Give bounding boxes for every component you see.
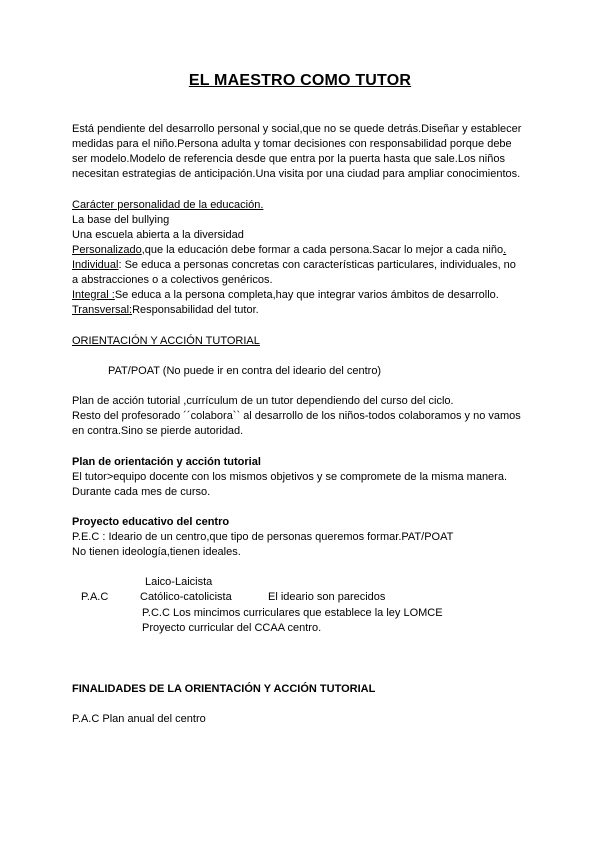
intro-line-3: ser modelo.Modelo de referencia desde que entra por la puerta hasta que sale.Los niños: [72, 153, 505, 165]
individual-label: Individual: [72, 259, 119, 271]
orientacion-plan-line-2: Resto del profesorado ´´colabora`` al desarrollo de los niños-todos colaboramos y no vamos: [72, 410, 521, 422]
caracter-individual-line-2: a abstracciones o a colectivos genéricos.: [72, 274, 273, 286]
individual-text: : Se educa a personas concretas con características particulares, individuales, no: [118, 259, 516, 271]
integral-label: Integral :: [72, 289, 115, 301]
pac-label: P.A.C: [81, 591, 109, 603]
pac-proyecto: Proyecto curricular del CCAA centro.: [142, 622, 322, 634]
caracter-individual: [72, 258, 516, 273]
plan-line-1: El tutor>equipo docente con los mismos objetivos y se compromete de la misma manera.: [72, 471, 508, 483]
proyecto-heading: Proyecto educativo del centro: [72, 516, 230, 528]
caracter-escuela: Una escuela abierta a la diversidad: [72, 229, 244, 241]
document-title: EL MAESTRO COMO TUTOR: [188, 72, 412, 89]
intro-line-2: medidas para el niño.Persona adulta y tomar decisiones con responsabilidad porque debe: [72, 138, 512, 150]
intro-line-4: necesitan estrategias de anticipación.Una visita por una ciudad para ampliar conocimientos.: [72, 168, 521, 180]
pac-pcc: P.C.C Los mincimos curriculares que establece la ley LOMCE: [142, 607, 443, 619]
pac-laico: Laico-Laicista: [145, 576, 213, 588]
plan-line-2: Durante cada mes de curso.: [72, 486, 211, 498]
caracter-personalizado: [72, 243, 506, 258]
caracter-integral: [72, 288, 499, 303]
proyecto-line-2: No tienen ideología,tienen ideales.: [72, 546, 241, 558]
transversal-label: Transversal:: [72, 304, 133, 316]
personalizado-label: Personalizado: [72, 244, 142, 256]
proyecto-line-1: P.E.C : Ideario de un centro,que tipo de personas queremos formar.PAT/POAT: [72, 531, 454, 543]
personalizado-text: ,que la educación debe formar a cada persona.Sacar lo mejor a cada niño: [141, 244, 504, 256]
plan-heading: Plan de orientación y acción tutorial: [72, 456, 261, 468]
integral-text: Se educa a la persona completa,hay que integrar varios ámbitos de desarrollo.: [114, 289, 499, 301]
intro-line-1: Está pendiente del desarrollo personal y social,que no se quede detrás.Diseñar y establecer: [72, 123, 522, 135]
pac-catolico: Católico-catolicista: [140, 591, 232, 603]
finalidades-pac-line: P.A.C Plan anual del centro: [72, 713, 206, 725]
personalizado-end: .: [503, 244, 507, 256]
transversal-text: Responsabilidad del tutor.: [132, 304, 259, 316]
orientacion-plan-line-1: Plan de acción tutorial ,currículum de un tutor dependiendo del curso del ciclo.: [72, 395, 454, 407]
orientacion-heading: ORIENTACIÓN Y ACCIÓN TUTORIAL: [72, 335, 260, 347]
orientacion-plan-line-3: en contra.Sino se pierde autoridad.: [72, 425, 244, 437]
pac-ideario: El ideario son parecidos: [268, 591, 386, 603]
caracter-heading: Carácter personalidad de la educación.: [72, 199, 264, 211]
caracter-transversal: [72, 303, 259, 318]
finalidades-heading: FINALIDADES DE LA ORIENTACIÓN Y ACCIÓN TUTORIAL: [72, 683, 376, 695]
orientacion-patpoat: PAT/POAT (No puede ir en contra del ideario del centro): [108, 365, 382, 377]
caracter-bullying: La base del bullying: [72, 214, 170, 226]
